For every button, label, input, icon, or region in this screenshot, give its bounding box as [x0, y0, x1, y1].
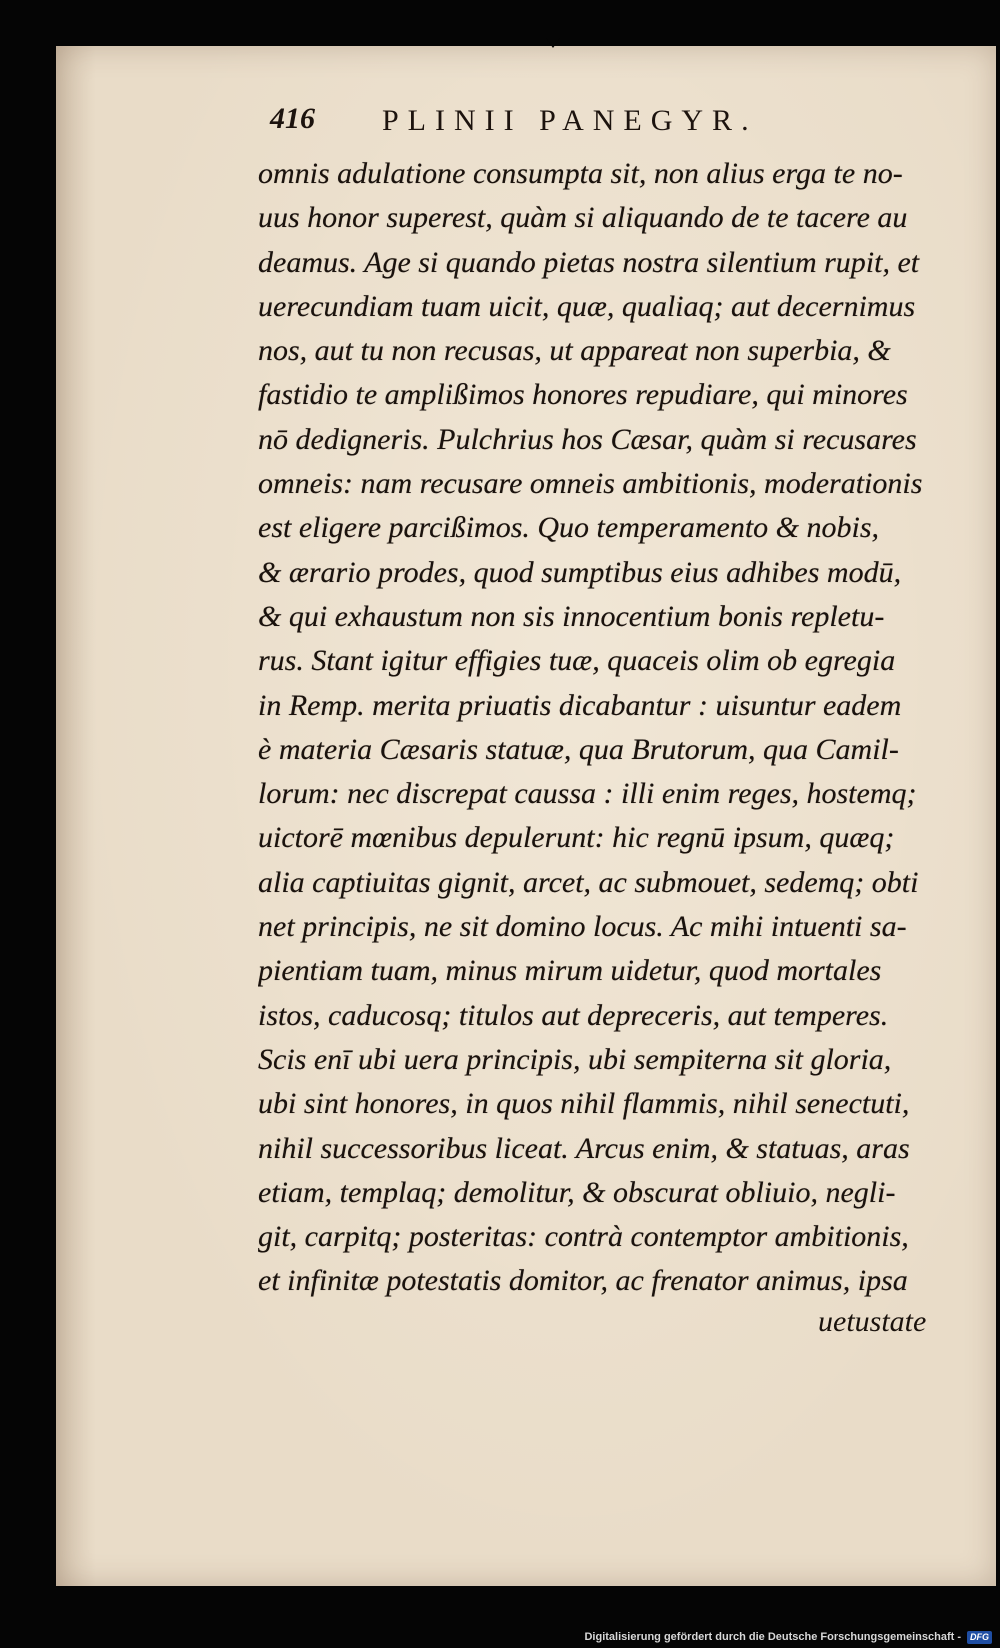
text-line: uerecundiam tuam uicit, quæ, qualiaq; aut decernimus — [258, 289, 916, 323]
text-line: rus. Stant igitur effigies tuæ, quaceis olim ob egregia — [258, 644, 896, 678]
text-line: & qui exhaustum non sis innocentium bonis repletu- — [258, 599, 885, 633]
running-head — [270, 102, 910, 142]
text-line: est eligere parcißimos. Quo temperamento & nobis, — [258, 511, 880, 545]
text-line: et infinitæ potestatis domitor, ac frenator animus, ipsa — [258, 1264, 908, 1298]
text-line: istos, caducosq; titulos aut depreceris, aut temperes. — [258, 998, 889, 1032]
text-line: nos, aut tu non recusas, ut appareat non superbia, & — [258, 334, 891, 368]
text-line: ubi sint honores, in quos nihil flammis, nihil senectuti, — [258, 1087, 910, 1121]
text-line: etiam, templaq; demolitur, & obscurat obliuio, negli- — [258, 1175, 896, 1209]
text-line: uus honor superest, quàm si aliquando de te tacere au — [258, 201, 908, 235]
text-line: è materia Cæsaris statuæ, qua Brutorum, qua Camil- — [258, 732, 899, 766]
text-line: nō dedigneris. Pulchrius hos Cæsar, quàm si recusares — [258, 422, 917, 456]
dfg-logo-icon: DFG — [967, 1631, 992, 1644]
text-line: lorum: nec discrepat caussa : illi enim reges, hostemq; — [258, 777, 917, 811]
text-line: in Remp. merita priuatis dicabantur : uisuntur eadem — [258, 688, 902, 722]
catchword: uetustate — [818, 1305, 927, 1338]
text-line: pientiam tuam, minus mirum uidetur, quod mortales — [258, 954, 882, 988]
text-line: net principis, ne sit domino locus. Ac mihi intuenti sa- — [258, 910, 907, 944]
text-line: omneis: nam recusare omneis ambitionis, moderationis — [258, 467, 923, 501]
text-line: & ærario prodes, quod sumptibus eius adhibes modū, — [258, 555, 902, 589]
text-line: uictorē mœnibus depulerunt: hic regnū ipsum, quæq; — [258, 821, 895, 855]
digitization-credit — [584, 1628, 992, 1646]
running-title: PLINII PANEGYR. — [382, 104, 758, 137]
credit-text: Digitalisierung gefördert durch die Deutsche Forschungsgemeinschaft - — [584, 1631, 961, 1643]
text-line: omnis adulatione consumpta sit, non alius erga te no- — [258, 157, 903, 190]
text-line: nihil successoribus liceat. Arcus enim, & statuas, aras — [258, 1131, 910, 1165]
text-line: alia captiuitas gignit, arcet, ac submouet, sedemq; obti — [258, 865, 919, 899]
body-text — [258, 152, 948, 1304]
page-number: 416 — [270, 102, 315, 135]
text-line: Scis enī ubi uera principis, ubi sempiterna sit gloria, — [258, 1042, 892, 1076]
text-line: fastidio te amplißimos honores repudiare, qui minores — [258, 378, 908, 412]
text-line: deamus. Age si quando pietas nostra silentium rupit, et — [258, 245, 920, 279]
text-line: git, carpitq; posteritas: contrà contemptor ambitionis, — [258, 1220, 909, 1254]
